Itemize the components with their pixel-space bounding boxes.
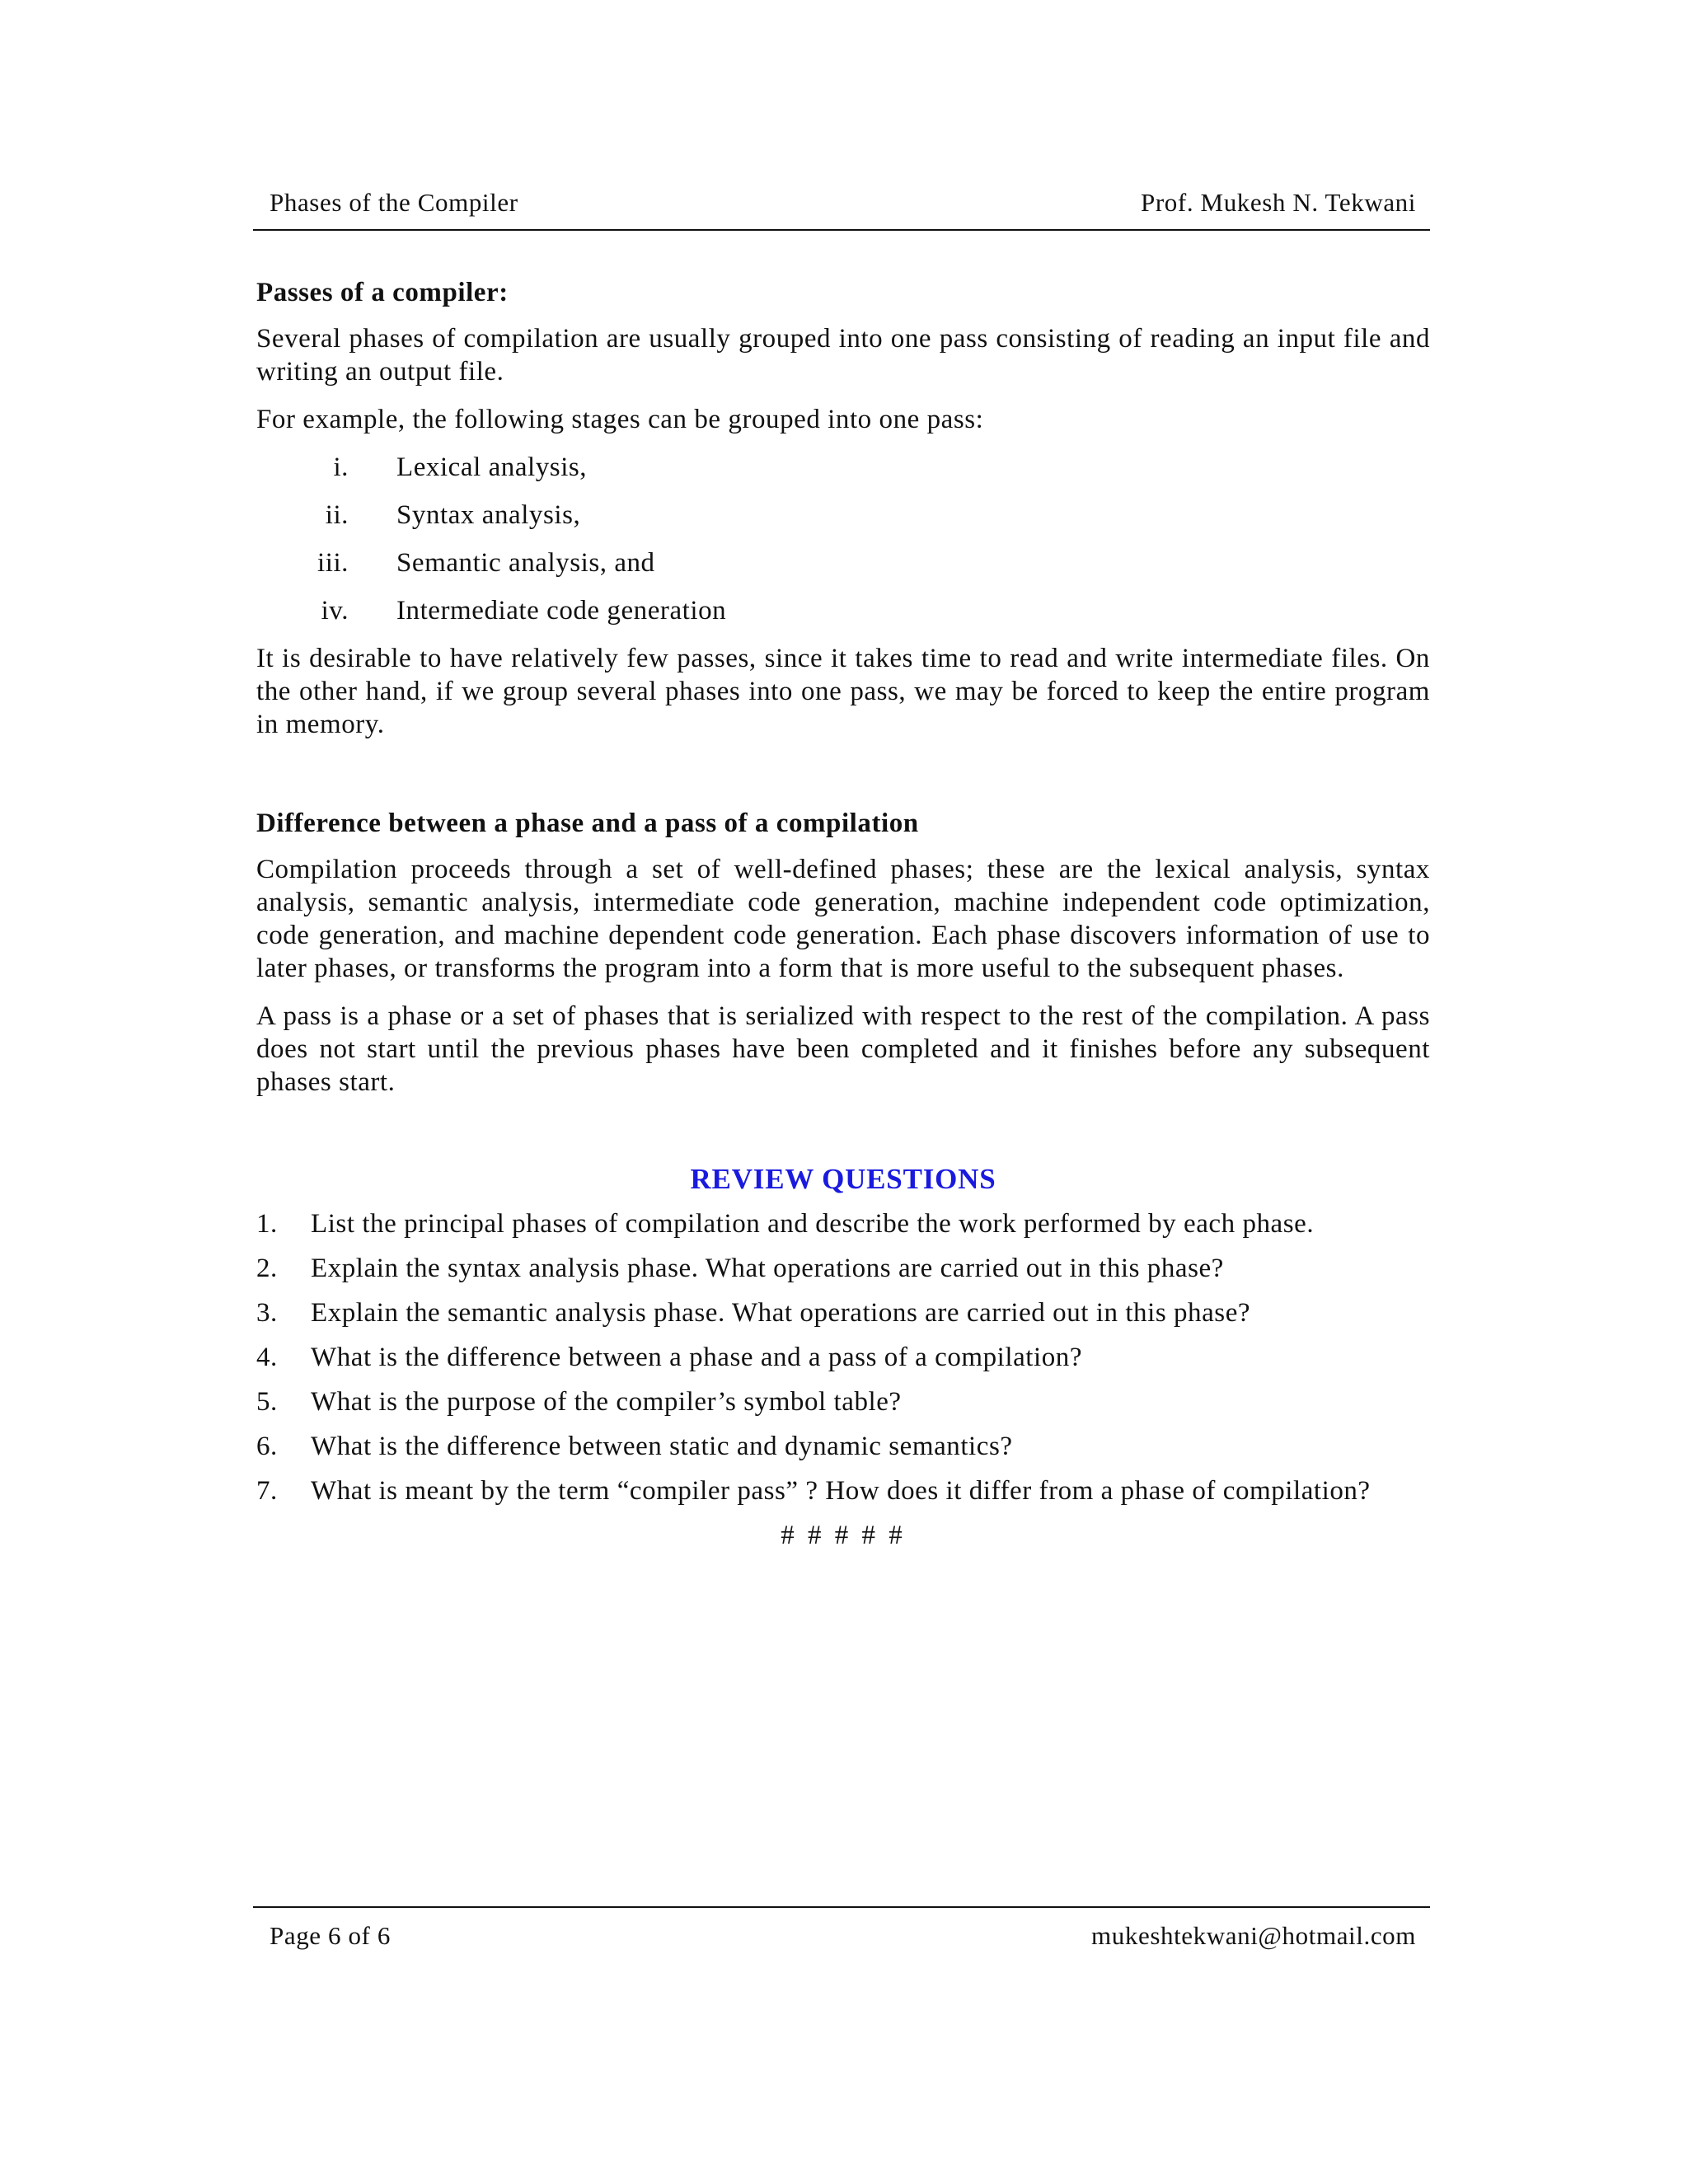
review-questions-title: REVIEW QUESTIONS — [690, 1163, 996, 1195]
question-item — [256, 1341, 1430, 1374]
end-of-chapter-mark: # # # # # — [781, 1521, 906, 1550]
list-item-text: Lexical analysis, — [396, 452, 588, 482]
page-header — [253, 186, 1430, 231]
list-marker: ii. — [325, 500, 349, 530]
spacer — [256, 1113, 1430, 1163]
question-item — [256, 1207, 1430, 1240]
question-text: What is meant by the term “compiler pass” ? How does it differ from a phase of compilation? — [311, 1476, 1371, 1506]
page-footer — [253, 1906, 1430, 1950]
question-number: 7. — [256, 1476, 278, 1506]
question-text: Explain the syntax analysis phase. What operations are carried out in this phase? — [311, 1254, 1224, 1283]
header-title: Phases of the Compiler — [270, 188, 518, 217]
question-number: 3. — [256, 1298, 278, 1328]
question-item — [256, 1252, 1430, 1285]
question-number: 1. — [256, 1209, 278, 1239]
question-text: What is the difference between static and dynamic semantics? — [311, 1432, 1013, 1461]
question-text: What is the difference between a phase and a pass of a compilation? — [311, 1343, 1083, 1372]
list-item — [256, 451, 1430, 484]
question-item — [256, 1474, 1430, 1507]
list-item-text: Semantic analysis, and — [396, 548, 655, 578]
header-author: Prof. Mukesh N. Tekwani — [1141, 188, 1416, 217]
list-item — [256, 499, 1430, 532]
list-marker: i. — [333, 452, 349, 482]
page-number: Page 6 of 6 — [270, 1921, 391, 1950]
question-item — [256, 1385, 1430, 1418]
list-item — [256, 546, 1430, 579]
list-item-text: Syntax analysis, — [396, 500, 581, 530]
list-marker: iv. — [321, 596, 349, 626]
question-text: List the principal phases of compilation and describe the work performed by each phase. — [311, 1209, 1315, 1239]
author-email: mukeshtekwani@hotmail.com — [1091, 1921, 1416, 1950]
paragraph: A pass is a phase or a set of phases that is serialized with respect to the rest of the compilation. A pass does not start until the previous phases have been completed and it finishes before any subsequent phases start. — [256, 1001, 1430, 1097]
list-item — [256, 594, 1430, 627]
list-marker: iii. — [317, 548, 349, 578]
page-content — [256, 276, 1430, 1552]
paragraph: Compilation proceeds through a set of well-defined phases; these are the lexical analysis, syntax analysis, semantic analysis, intermediate code generation, machine independent code optimization, code generation, and machine dependent code generation. Each phase discovers information of use to later phases, or transforms the program into a form that is more useful to the subsequent phases. — [256, 855, 1430, 983]
question-number: 6. — [256, 1432, 278, 1461]
section-heading-passes: Passes of a compiler: — [256, 278, 509, 307]
question-number: 4. — [256, 1343, 278, 1372]
spacer — [256, 756, 1430, 807]
list-item-text: Intermediate code generation — [396, 596, 727, 626]
question-number: 2. — [256, 1254, 278, 1283]
section-heading-difference: Difference between a phase and a pass of a compilation — [256, 808, 919, 838]
question-number: 5. — [256, 1387, 278, 1417]
paragraph: Several phases of compilation are usually grouped into one pass consisting of reading an input file and writing an output file. — [256, 324, 1430, 387]
paragraph: It is desirable to have relatively few passes, since it takes time to read and write intermediate files. On the other hand, if we group several phases into one pass, we may be forced to keep the entire program in memory. — [256, 644, 1430, 739]
question-text: Explain the semantic analysis phase. What operations are carried out in this phase? — [311, 1298, 1251, 1328]
question-text: What is the purpose of the compiler’s symbol table? — [311, 1387, 902, 1417]
question-item — [256, 1296, 1430, 1329]
review-questions-list — [256, 1207, 1430, 1507]
paragraph: For example, the following stages can be grouped into one pass: — [256, 405, 984, 434]
question-item — [256, 1430, 1430, 1463]
stages-list — [256, 451, 1430, 627]
